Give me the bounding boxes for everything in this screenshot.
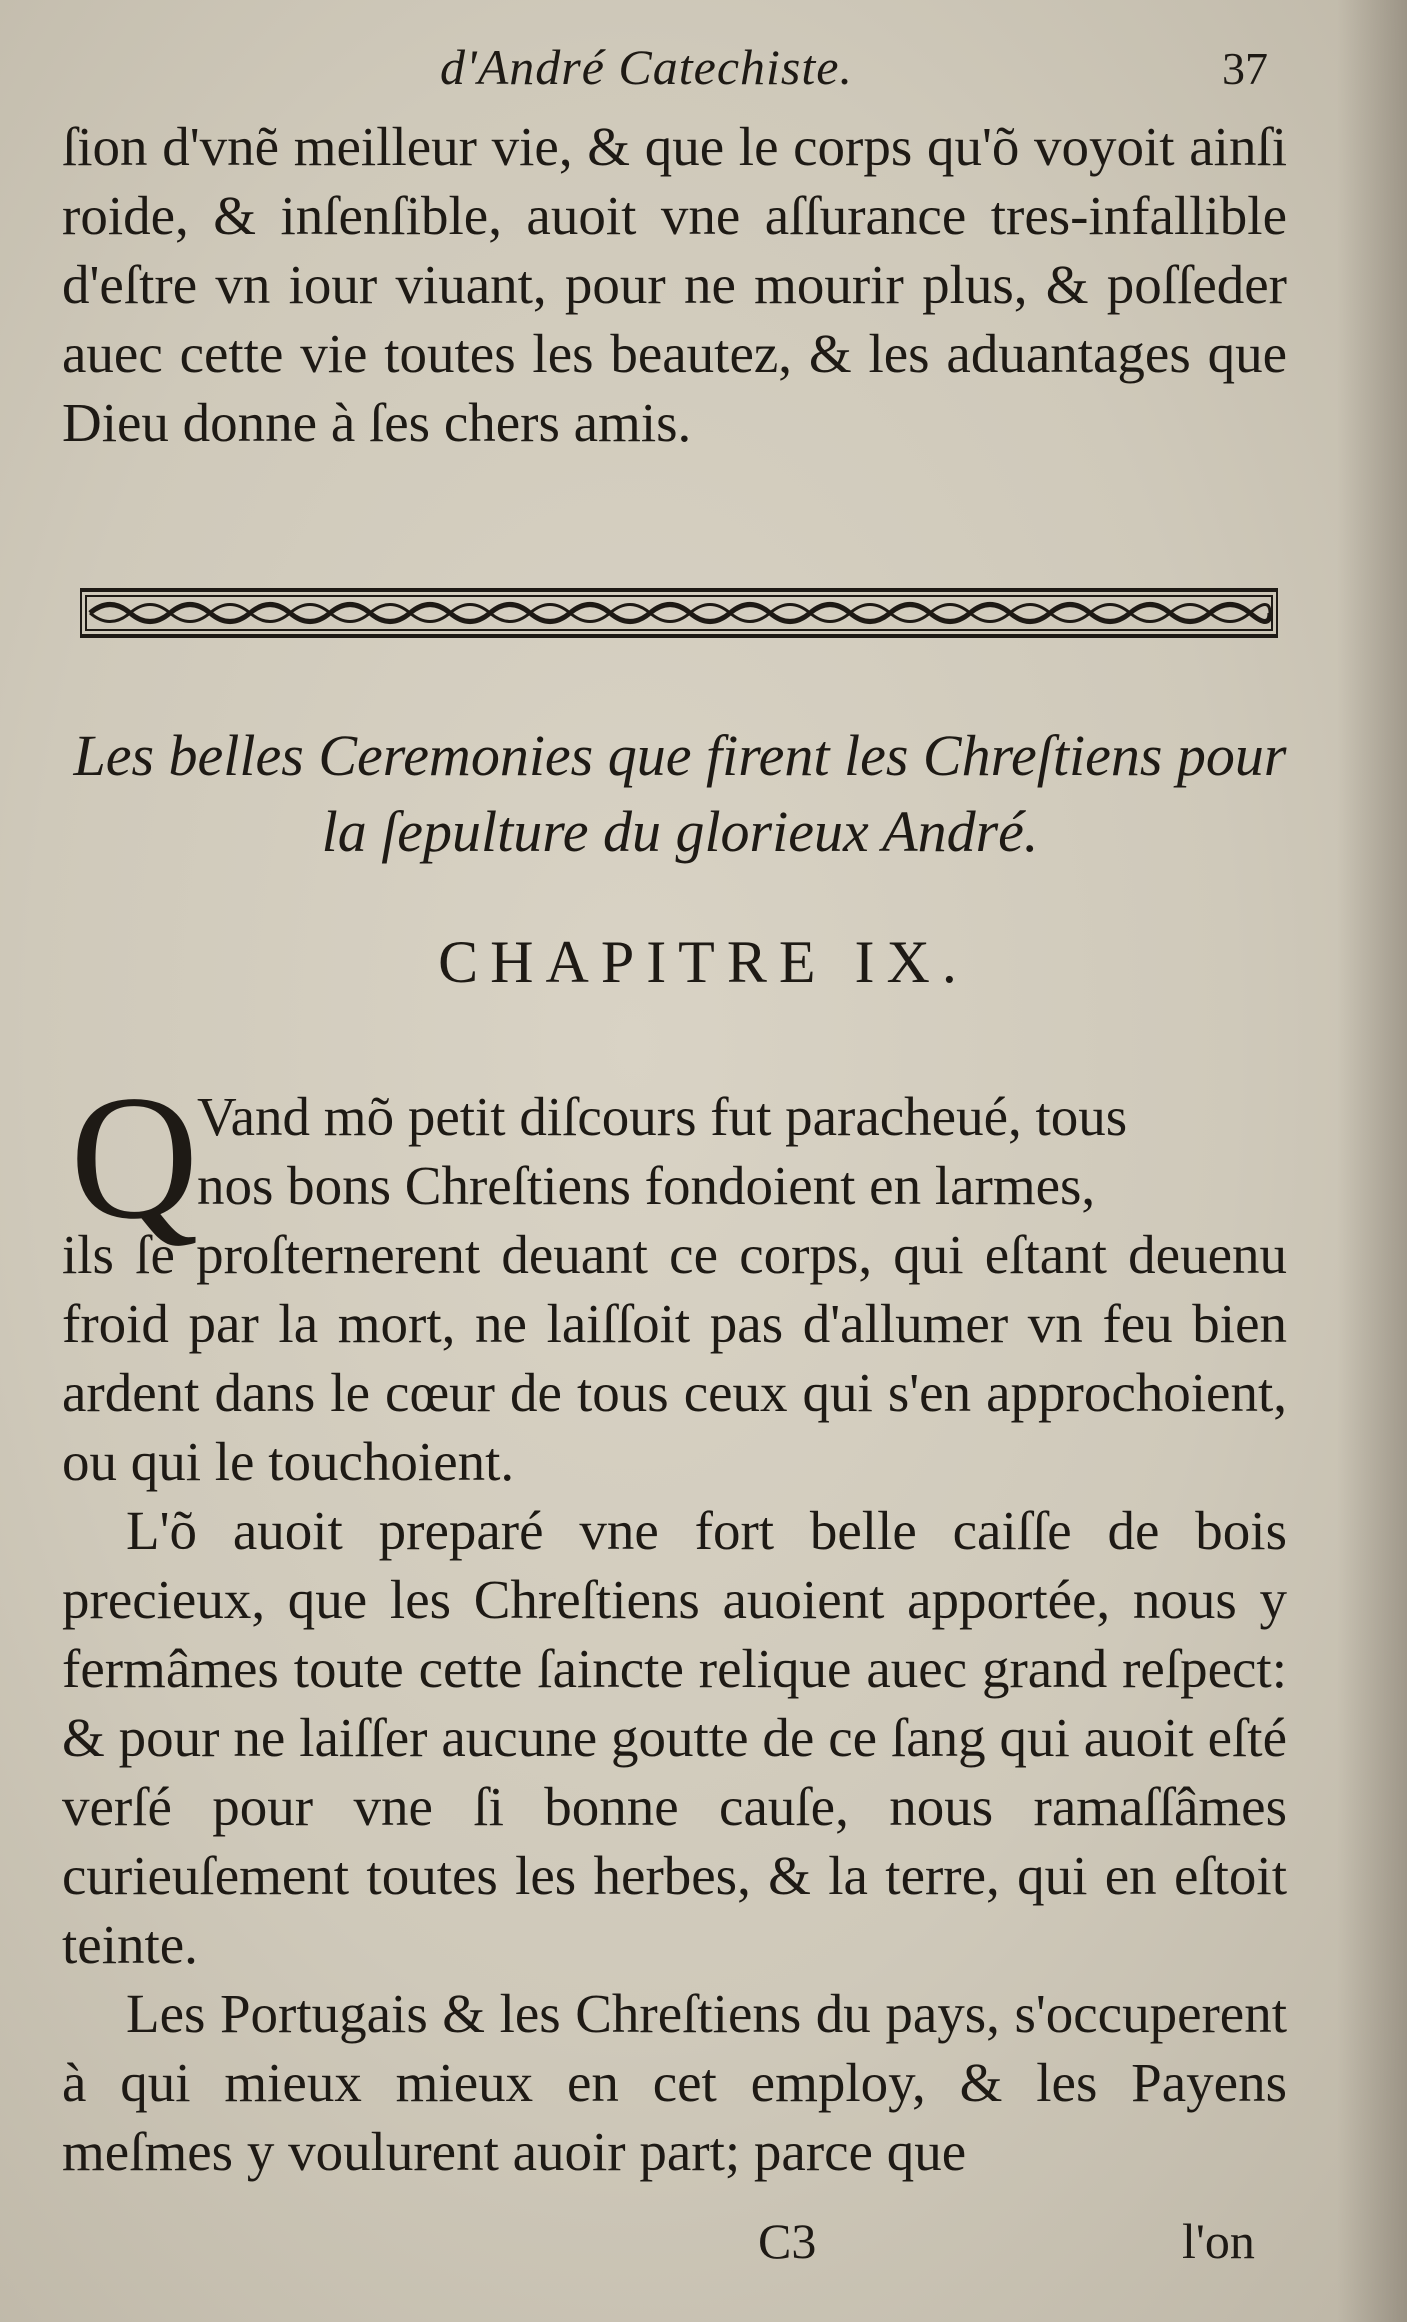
paragraph-continuation: [62, 112, 1287, 457]
dropcap-line-1: Vand mõ petit diſcours fut paracheué, tous: [197, 1086, 1128, 1147]
paragraph: [62, 1058, 1287, 1496]
dropcap-line-2: nos bons Chreſtiens fondoient en larmes,: [197, 1155, 1096, 1216]
signature-mark: C3: [758, 2213, 817, 2269]
running-head: d'André Catechiste.: [440, 39, 853, 95]
paragraph-text: L'õ auoit preparé vne fort belle caiſſe de bois precieux, que les Chreſtiens auoient apportée, nous y fermâmes toute cette ſaincte relique auec grand reſpect: & pour ne laiſſer aucune goutte de ce ſang qui auoit eſté verſé pour vne ſi bonne cauſe, nous ramaſſâmes curieuſement toutes les herbes, & la terre, qui en eſtoit teinte.: [62, 1500, 1287, 1975]
paragraph-text: Les Portugais & les Chreſtiens du pays, s'occuperent à qui mieux mieux en cet employ, & les Payens meſmes y voulurent auoir part; parce que: [62, 1983, 1287, 2182]
drop-cap: Q: [70, 1058, 199, 1256]
ornament-band-icon: [80, 588, 1278, 638]
chapter-title: Les belles Ceremonies que firent les Chreſtiens pour la ſepulture du glorieux André.: [73, 723, 1287, 864]
page-edge-shadow: [1337, 0, 1407, 2322]
chapter-heading: CHAPITRE IX.: [438, 929, 969, 995]
paragraph-text: ils ſe proſternerent deuant ce corps, qui eſtant deuenu froid par la mort, ne laiſſoit pas d'allumer vn feu bien ardent dans le cœur de tous ceux qui s'en approchoient, ou qui le touchoient.: [62, 1224, 1287, 1492]
page-number: 37: [1222, 43, 1268, 94]
page-header: [0, 38, 1407, 108]
paragraph-text: ſion d'vnẽ meilleur vie, & que le corps qu'õ voyoit ainſi roide, & inſenſible, auoit vne aſſurance tres-infallible d'eſtre vn iour viuant, pour ne mourir plus, & poſſeder auec cette vie toutes les beautez, & les aduantages que Dieu donne à ſes chers amis.: [62, 116, 1287, 453]
chapter-body: [62, 1058, 1287, 2186]
catchword: l'on: [1182, 2213, 1255, 2269]
